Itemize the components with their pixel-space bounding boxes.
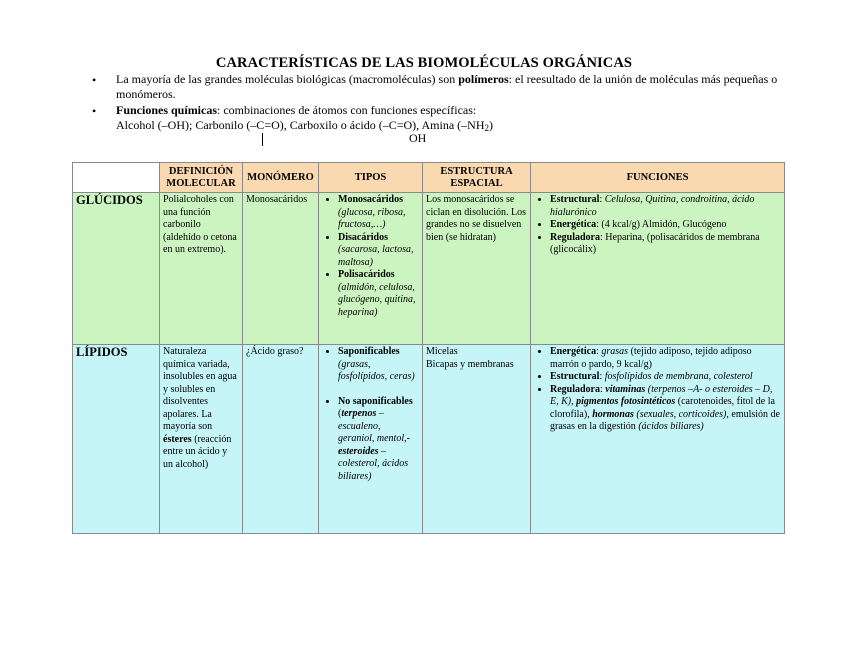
glucidos-definicion: Polialcoholes con una función carbonilo (aldehído o cetona en un extremo). <box>160 193 243 345</box>
list-item: • Disacáridos (sacarosa, lactosa, maltosa) <box>338 232 419 270</box>
lipidos-estructura: Micelas Bicapas y membranas <box>423 345 531 534</box>
table-header-row <box>73 163 785 193</box>
bullet-polimeros: La mayoría de las grandes moléculas biológicas (macromoléculas) son polímeros: el reesultado de la unión de moléculas más pequeñas o monómeros. <box>116 72 778 101</box>
bullet-funciones-quimicas: Funciones químicas: combinaciones de átomos con funciones específicas: <box>116 103 477 117</box>
header-monomero: MONÓMERO <box>243 163 319 193</box>
list-item: • Estructural: fosfolípidos de membrana, colesterol <box>550 371 781 384</box>
page-title: CARACTERÍSTICAS DE LAS BIOMOLÉCULAS ORGÁNICAS <box>215 55 633 71</box>
list-item: • Monosacáridos (glucosa, ribosa, fructosa,…) <box>338 194 419 232</box>
table-row-glucidos <box>73 193 785 345</box>
lipidos-tipos-list <box>322 346 419 483</box>
glucidos-monomero: Monosacáridos <box>243 193 319 345</box>
lipidos-funciones <box>531 345 785 534</box>
list-item: • Energética: (4 kcal/g) Almidón, Glucógeno <box>550 219 781 232</box>
glucidos-tipos-list <box>322 194 419 319</box>
list-item: • Saponificables (grasas, fosfolípidos, ceras) <box>338 346 419 396</box>
list-item: • No saponificables (terpenos – escualeno, geraniol, mentol,- esteroides – colesterol, ácidos biliares) <box>338 396 419 484</box>
bullet-dot: • <box>92 73 97 87</box>
header-definicion: DEFINICIÓN MOLECULAR <box>160 163 243 193</box>
list-item: • Estructural: Celulosa, Quitina, condroitina, ácido hialurónico <box>550 194 781 219</box>
header-funciones: FUNCIONES <box>531 163 785 193</box>
list-item: • Reguladora: Heparina, (polisacáridos de membrana (glicocálix) <box>550 232 781 257</box>
lipidos-tipos <box>319 345 423 534</box>
row-label-lipidos: LÍPIDOS <box>73 345 160 534</box>
header-tipos: TIPOS <box>319 163 423 193</box>
list-item: • Polisacáridos (almidón, celulosa, glucógeno, quitina, heparina) <box>338 269 419 319</box>
lipidos-monomero: ¿Ácido graso? <box>243 345 319 534</box>
glucidos-funciones <box>531 193 785 345</box>
header-estructura: ESTRUCTURA ESPACIAL <box>423 163 531 193</box>
carbonyl-bond-line <box>262 133 263 146</box>
biomolecules-table <box>72 162 785 534</box>
carboxyl-oh: OH <box>409 131 427 145</box>
table-row-lipidos <box>73 345 785 534</box>
lipidos-definicion: Naturaleza química variada, insolubles en agua y solubles en disolventes apolares. La mayoría son ésteres (reacción entre un ácido y un alcohol) <box>160 345 243 534</box>
functional-groups-line: Alcohol (–OH); Carbonilo (–C=O), Carboxilo o ácido (–C=O), Amina $(-NH_2)$ <box>116 118 493 133</box>
row-label-glucidos: GLÚCIDOS <box>73 193 160 345</box>
list-item: • Reguladora: vitaminas (terpenos –A- o esteroides – D, E, K), pigmentos fotosintéticos (carotenoides, fitol de la clorofila), hormonas (sexuales, corticoides), emulsión de grasas en la digestión (ácidos biliares) <box>550 384 781 434</box>
glucidos-estructura: Los monosacáridos se ciclan en disolución. Los grandes no se disuelven bien (se hidratan) <box>423 193 531 345</box>
glucidos-funciones-list <box>534 194 781 257</box>
lipidos-funciones-list <box>534 346 781 434</box>
header-empty-cell <box>73 163 160 193</box>
list-item: • Energética: grasas (tejido adiposo, tejido adiposo marrón o pardo, 9 kcal/g) <box>550 346 781 371</box>
bullet-dot: • <box>92 104 97 118</box>
glucidos-tipos <box>319 193 423 345</box>
